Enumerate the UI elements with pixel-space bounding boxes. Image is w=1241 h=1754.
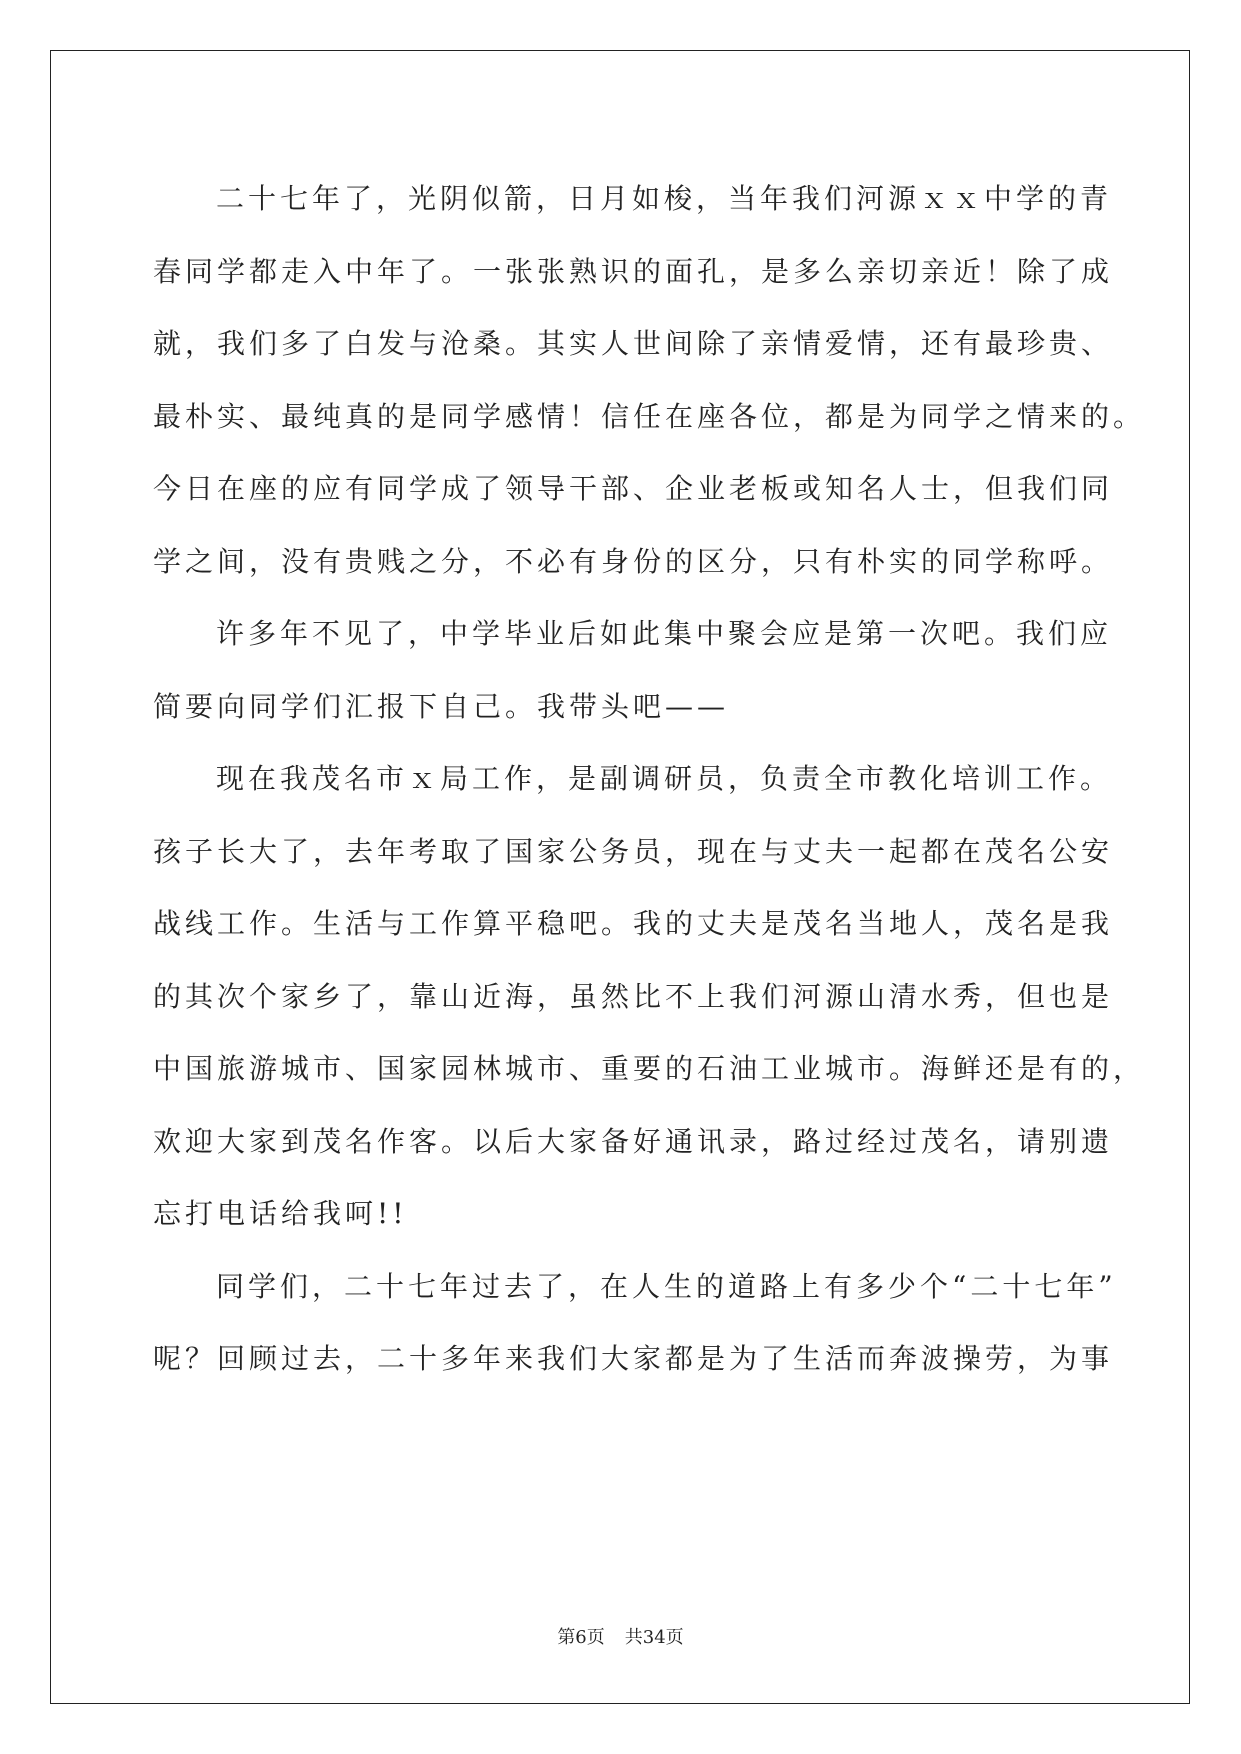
text-line: 忘打电话给我呵!! [153,1197,408,1230]
page-number: 第6页 [557,1627,605,1648]
paragraph-2 [153,598,1113,743]
paragraph-4 [153,1251,1117,1396]
text-line: 现在我茂名市ｘ局工作，是副调研员，负责全市教化培训工作。 [216,762,1113,795]
text-line: 最朴实、最纯真的是同学感情！信任在座各位，都是为同学之情来的。 [153,399,1146,433]
text-line: 就，我们多了白发与沧桑。其实人世间除了亲情爱情，还有最珍贵、 [153,327,1114,360]
text-line: 学之间，没有贵贱之分，不必有身份的区分，只有朴实的同学称呼。 [153,544,1114,578]
text-line: 战线工作。生活与工作算平稳吧。我的丈夫是茂名当地人，茂名是我 [153,907,1114,940]
text-line: 呢？回顾过去，二十多年来我们大家都是为了生活而奔波操劳，为事 [153,1342,1114,1375]
text-line: 二十七年了，光阴似箭，日月如梭，当年我们河源ｘｘ中学的青 [216,182,1113,215]
text-line: 简要向同学们汇报下自己。我带头吧—— [153,689,730,723]
text-line: 中国旅游城市、国家园林城市、重要的石油工业城市。海鲜还是有的， [153,1052,1146,1085]
page-footer [0,1623,1241,1649]
text-line: 欢迎大家到茂名作客。以后大家备好通讯录，路过经过茂名，请别遗 [153,1124,1114,1158]
document-body [153,163,1146,1396]
total-pages: 共34页 [624,1627,684,1648]
paragraph-3 [153,743,1146,1251]
text-line: 许多年不见了，中学毕业后如此集中聚会应是第一次吧。我们应 [216,617,1113,650]
text-line: 今日在座的应有同学成了领导干部、企业老板或知名人士，但我们同 [153,472,1114,505]
text-line: 的其次个家乡了，靠山近海，虽然比不上我们河源山清水秀，但也是 [153,979,1114,1013]
text-line: 同学们，二十七年过去了，在人生的道路上有多少个“二十七年” [216,1269,1117,1303]
text-line: 孩子长大了，去年考取了国家公务员，现在与丈夫一起都在茂名公安 [153,834,1114,868]
paragraph-1 [153,163,1146,598]
text-line: 春同学都走入中年了。一张张熟识的面孔，是多么亲切亲近！除了成 [153,254,1114,288]
